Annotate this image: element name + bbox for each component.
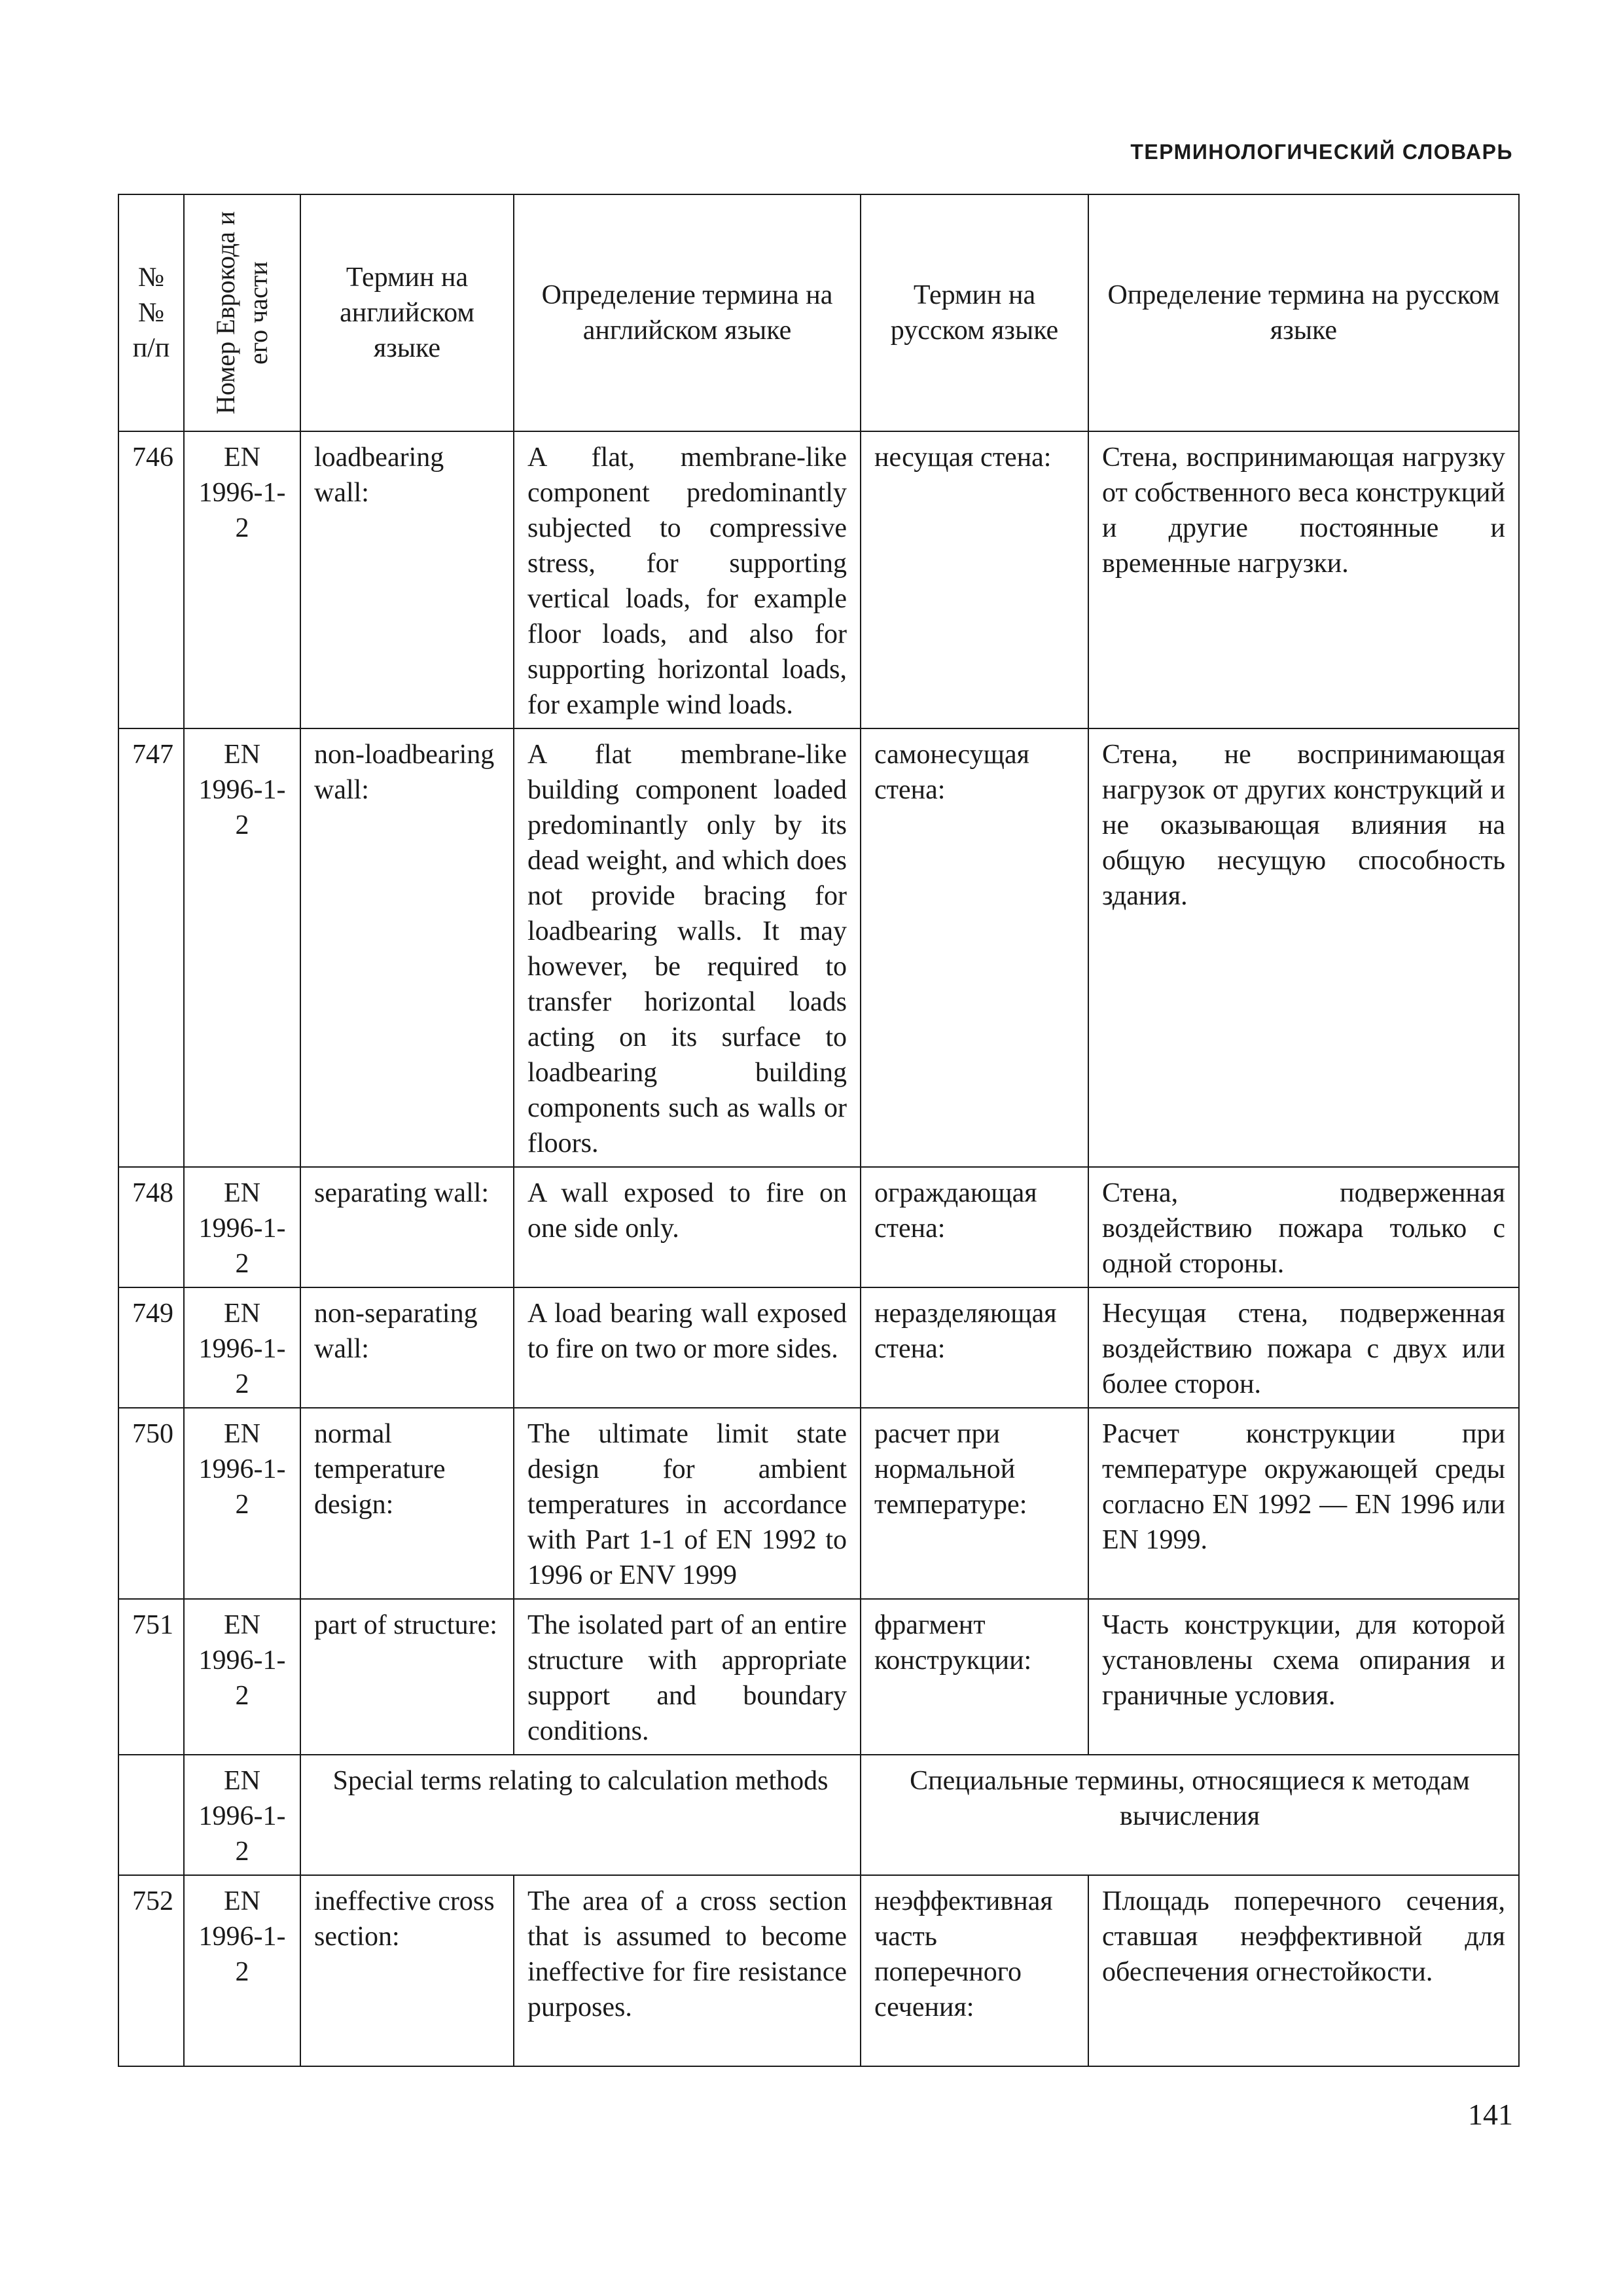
header-term-en: Термин на английском языке [300,194,514,431]
section-num [118,1755,184,1875]
row-term-en: normal temperature design: [300,1408,514,1599]
row-num: 746 [118,431,184,728]
row-num: 748 [118,1167,184,1287]
row-def-en: A load bearing wall exposed to fire on two or more sides. [514,1287,861,1408]
row-def-en: A flat membrane-like building component loaded predominantly only by its dead weight, and which does not provide bracing for loadbearing walls. It may however, be required to transfer horizontal loads acting on its surface to loadbearing building components such as walls or floors. [514,728,861,1167]
row-def-en: A flat, membrane-like component predominantly subjected to compressive stress, for supporting vertical loads, for example floor loads, and also for supporting horizontal loads, for example wind loads. [514,431,861,728]
row-standard: EN 1996-1-2 [184,1875,300,2066]
row-term-ru: ограждающая стена: [861,1167,1088,1287]
row-def-en: The ultimate limit state design for ambient temperatures in accordance with Part 1-1 of EN 1992 to 1996 or ENV 1999 [514,1408,861,1599]
header-term-ru: Термин на русском языке [861,194,1088,431]
table-row [118,1875,1519,2066]
row-term-ru: расчет при нормальной температуре: [861,1408,1088,1599]
table-row [118,1408,1519,1599]
row-term-en: loadbearing wall: [300,431,514,728]
row-num: 747 [118,728,184,1167]
header-standard-label: Номер Еврокода и его части [211,211,273,415]
row-num: 749 [118,1287,184,1408]
row-standard: EN 1996-1-2 [184,1287,300,1408]
row-def-ru: Стена, воспринимающая нагрузку от собственного веса конструкций и другие постоянные и временные нагрузки. [1088,431,1519,728]
row-standard: EN 1996-1-2 [184,1599,300,1755]
row-term-en: ineffective cross section: [300,1875,514,2066]
row-def-en: The isolated part of an entire structure with appropriate support and boundary conditions. [514,1599,861,1755]
row-standard: EN 1996-1-2 [184,1167,300,1287]
table-row [118,431,1519,728]
row-def-ru: Несущая стена, подверженная воздействию пожара с двух или более сторон. [1088,1287,1519,1408]
row-term-en: non-loadbearing wall: [300,728,514,1167]
running-head: ТЕРМИНОЛОГИЧЕСКИЙ СЛОВАРЬ [1130,140,1513,164]
row-standard: EN 1996-1-2 [184,728,300,1167]
row-def-en: The area of a cross section that is assumed to become ineffective for fire resistance purposes. [514,1875,861,2066]
header-row [118,194,1519,431]
header-def-en: Определение термина на английском языке [514,194,861,431]
row-term-ru: самонесущая стена: [861,728,1088,1167]
row-term-ru: фрагмент конструкции: [861,1599,1088,1755]
table-row [118,728,1519,1167]
row-term-en: part of structure: [300,1599,514,1755]
row-num: 751 [118,1599,184,1755]
table-row [118,1599,1519,1755]
row-def-ru: Стена, подверженная воздействию пожара только с одной стороны. [1088,1167,1519,1287]
row-def-ru: Площадь поперечного сечения, ставшая неэффективной для обеспечения огнестойкости. [1088,1875,1519,2066]
header-num: №№ п/п [118,194,184,431]
row-def-en: A wall exposed to fire on one side only. [514,1167,861,1287]
glossary-table [118,194,1520,2067]
row-num: 750 [118,1408,184,1599]
row-term-ru: неразделяющая стена: [861,1287,1088,1408]
section-standard: EN 1996-1-2 [184,1755,300,1875]
row-term-en: non-separating wall: [300,1287,514,1408]
section-title-en: Special terms relating to calculation methods [300,1755,861,1875]
row-def-ru: Расчет конструкции при температуре окружающей среды согласно EN 1992 — EN 1996 или EN 1999. [1088,1408,1519,1599]
header-def-ru: Определение термина на русском языке [1088,194,1519,431]
table-row [118,1287,1519,1408]
page-number: 141 [1468,2098,1513,2131]
row-term-ru: несущая стена: [861,431,1088,728]
table-row [118,1167,1519,1287]
row-standard: EN 1996-1-2 [184,431,300,728]
row-standard: EN 1996-1-2 [184,1408,300,1599]
section-row [118,1755,1519,1875]
header-standard [184,194,300,431]
section-title-ru: Специальные термины, относящиеся к методам вычисления [861,1755,1519,1875]
row-def-ru: Стена, не воспринимающая нагрузок от других конструкций и не оказывающая влияния на общую несущую способность здания. [1088,728,1519,1167]
row-term-ru: неэффективная часть поперечного сечения: [861,1875,1088,2066]
row-term-en: separating wall: [300,1167,514,1287]
row-def-ru: Часть конструкции, для которой установлены схема опирания и граничные условия. [1088,1599,1519,1755]
row-num: 752 [118,1875,184,2066]
